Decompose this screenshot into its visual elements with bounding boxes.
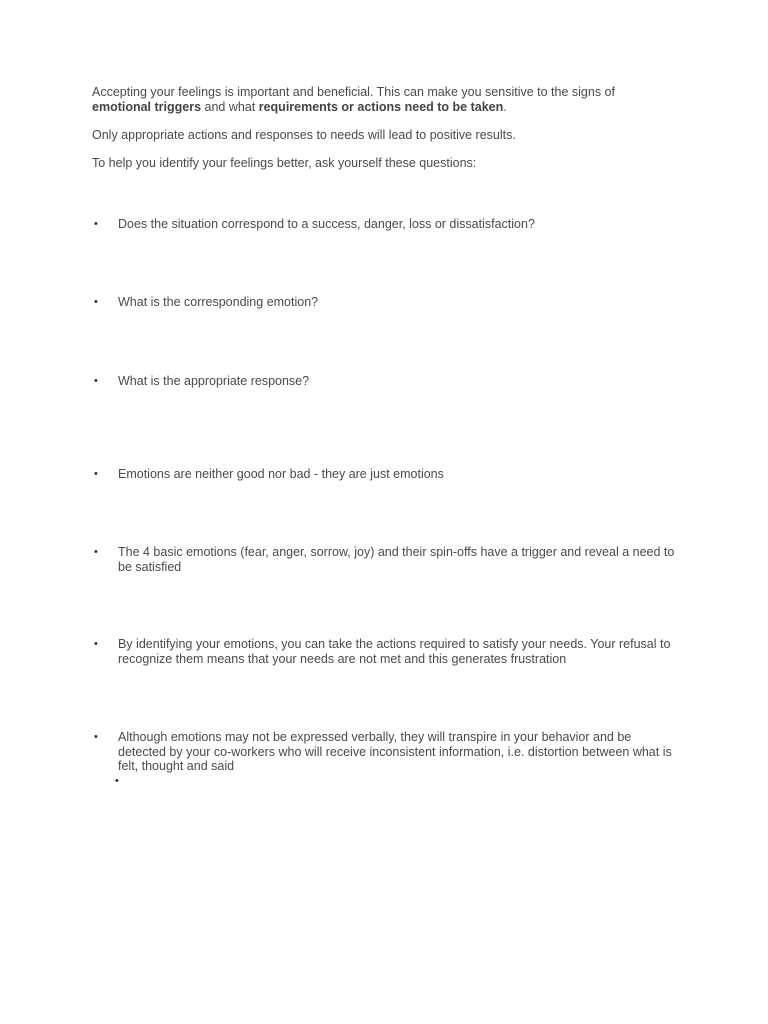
bullet-icon: • xyxy=(94,375,98,387)
bullet-icon: • xyxy=(94,218,98,230)
emphasis-emotional-triggers: emotional triggers xyxy=(92,99,202,114)
intro-text-2: and what xyxy=(201,99,259,114)
intro-text-3: . xyxy=(503,99,507,114)
bullet-icon: • xyxy=(94,296,98,308)
bullet-icon: • xyxy=(94,468,98,480)
bullet-icon: • xyxy=(94,731,98,743)
list-item-text: Although emotions may not be expressed verbally, they will transpire in your behavior and be detected by your co-workers who will receive inconsistent information, i.e. distortion between what is felt, thought and said xyxy=(118,730,672,773)
emphasis-requirements: requirements or actions need to be taken xyxy=(258,99,504,114)
list-item-text: Does the situation correspond to a success, danger, loss or dissatisfaction? xyxy=(118,217,535,231)
empty-bullet-icon: • xyxy=(115,775,119,787)
list-item-text: What is the appropriate response? xyxy=(118,374,310,388)
list-item-text: What is the corresponding emotion? xyxy=(118,295,319,309)
intro-paragraph-1 xyxy=(92,85,632,114)
list-item-text: By identifying your emotions, you can take the actions required to satisfy your needs. Your refusal to recognize them means that your needs are not met and this generates frustration xyxy=(118,637,671,666)
bullet-icon: • xyxy=(94,546,98,558)
intro-paragraph-3: To help you identify your feelings better, ask yourself these questions: xyxy=(92,156,477,170)
intro-text-1: Accepting your feelings is important and beneficial. This can make you sensitive to the signs of xyxy=(92,85,615,99)
intro-paragraph-2: Only appropriate actions and responses to needs will lead to positive results. xyxy=(92,128,516,142)
list-item-text: Emotions are neither good nor bad - they are just emotions xyxy=(118,467,444,481)
bullet-icon: • xyxy=(94,638,98,650)
list-item-text: The 4 basic emotions (fear, anger, sorrow, joy) and their spin-offs have a trigger and reveal a need to be satisfied xyxy=(118,545,675,574)
